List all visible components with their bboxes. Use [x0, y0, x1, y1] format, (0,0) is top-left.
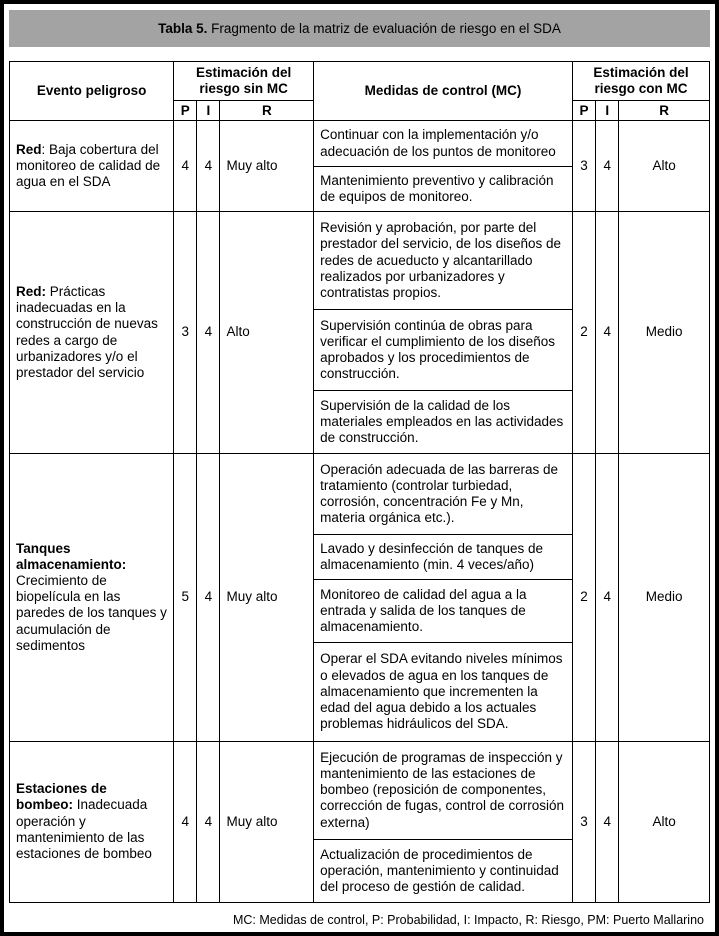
- control-measure-cell: Continuar con la implementación y/o adecuación de los puntos de monitoreo: [314, 121, 573, 166]
- table-caption-text: Fragmento de la matriz de evaluación de riesgo en el SDA: [207, 21, 561, 36]
- control-measure-cell: Monitoreo de calidad del agua a la entrada y salida de los tanques de almacenamiento.: [314, 580, 573, 643]
- p-con-mc-value: 2: [572, 211, 595, 453]
- table-caption: [9, 10, 710, 47]
- event-description: Inadecuada operación y mantenimiento de las estaciones de bombeo: [16, 797, 152, 862]
- event-description: Crecimiento de biopelícula en las paredes de los tanques y acumulación de sedimentos: [16, 556, 171, 653]
- control-measure-cell: Operación adecuada de las barreras de tratamiento (controlar turbiedad, corrosión, concentración Fe y Mn, materia orgánica etc.).: [314, 454, 573, 535]
- header-r-sin: R: [220, 101, 314, 121]
- i-sin-mc-value: 4: [197, 121, 220, 212]
- r-con-mc-value: Medio: [619, 211, 710, 453]
- header-evento-peligroso: Evento peligroso: [10, 62, 174, 121]
- r-con-mc-value: Alto: [619, 121, 710, 212]
- header-row-main: [10, 62, 710, 101]
- p-sin-mc-value: 4: [174, 121, 197, 212]
- i-sin-mc-value: 4: [197, 454, 220, 741]
- r-con-mc-value: Alto: [619, 741, 710, 902]
- event-cell: [10, 121, 174, 212]
- i-con-mc-value: 4: [596, 741, 619, 902]
- p-sin-mc-value: 3: [174, 211, 197, 453]
- event-name: Red: [16, 141, 42, 157]
- p-sin-mc-value: 4: [174, 741, 197, 902]
- header-riesgo-con-mc: Estimación del riesgo con MC: [572, 62, 709, 101]
- event-description: Prácticas inadecuadas en la construcción de nuevas redes a cargo de urbanizadores y/o el prestador del servicio: [16, 283, 162, 380]
- event-description: : Baja cobertura del monitoreo de calidad de agua en el SDA: [16, 141, 164, 190]
- r-sin-mc-value: Muy alto: [220, 121, 314, 212]
- control-measure-cell: Ejecución de programas de inspección y mantenimiento de las estaciones de bombeo (reposición de componentes, corrección de fugas, control de corrosión externa): [314, 741, 573, 839]
- i-sin-mc-value: 4: [197, 211, 220, 453]
- i-sin-mc-value: 4: [197, 741, 220, 902]
- risk-matrix-table: [9, 61, 710, 903]
- header-i-sin: I: [197, 101, 220, 121]
- header-r-con: R: [619, 101, 710, 121]
- control-measure-cell: Supervisión continúa de obras para verificar el cumplimiento de los diseños aprobados y los procedimientos de construcción.: [314, 310, 573, 391]
- event-name: Red:: [16, 283, 46, 299]
- event-cell: [10, 454, 174, 741]
- control-measure-cell: Operar el SDA evitando niveles mínimos o elevados de agua en los tanques de almacenamiento que incrementen la edad del agua debido a los actuales problemas hidráulicos del SDA.: [314, 643, 573, 741]
- header-p-con: P: [572, 101, 595, 121]
- event-cell: [10, 741, 174, 902]
- r-sin-mc-value: Muy alto: [220, 454, 314, 741]
- i-con-mc-value: 4: [596, 454, 619, 741]
- risk-row-red-practicas: [10, 211, 710, 309]
- header-i-con: I: [596, 101, 619, 121]
- i-con-mc-value: 4: [596, 121, 619, 212]
- table-caption-number: Tabla 5.: [158, 21, 208, 36]
- p-con-mc-value: 3: [572, 121, 595, 212]
- r-sin-mc-value: Alto: [220, 211, 314, 453]
- control-measure-cell: Mantenimiento preventivo y calibración de equipos de monitoreo.: [314, 166, 573, 211]
- risk-row-estaciones-bombeo: [10, 741, 710, 839]
- risk-row-tanques: [10, 454, 710, 535]
- header-p-sin: P: [174, 101, 197, 121]
- header-medidas-de-control: Medidas de control (MC): [314, 62, 573, 121]
- control-measure-cell: Revisión y aprobación, por parte del prestador del servicio, de los diseños de redes de acueducto y alcantarillado realizados por urbanizadores y contratistas propios.: [314, 211, 573, 309]
- r-sin-mc-value: Muy alto: [220, 741, 314, 902]
- header-riesgo-sin-mc: Estimación del riesgo sin MC: [174, 62, 314, 101]
- p-con-mc-value: 2: [572, 454, 595, 741]
- risk-row-red-monitoreo: [10, 121, 710, 166]
- control-measure-cell: Supervisión de la calidad de los materiales empleados en las actividades de construcción.: [314, 391, 573, 454]
- control-measure-cell: Actualización de procedimientos de operación, mantenimiento y continuidad del proceso de gestión de calidad.: [314, 839, 573, 902]
- table-footnote: MC: Medidas de control, P: Probabilidad, I: Impacto, R: Riesgo, PM: Puerto Mallarino: [232, 913, 704, 927]
- event-name: Tanques almacenamiento:: [16, 540, 127, 572]
- p-sin-mc-value: 5: [174, 454, 197, 741]
- event-cell: [10, 211, 174, 453]
- control-measure-cell: Lavado y desinfección de tanques de almacenamiento (min. 4 veces/año): [314, 534, 573, 579]
- p-con-mc-value: 3: [572, 741, 595, 902]
- i-con-mc-value: 4: [596, 211, 619, 453]
- r-con-mc-value: Medio: [619, 454, 710, 741]
- event-name: Estaciones de bombeo:: [16, 781, 107, 813]
